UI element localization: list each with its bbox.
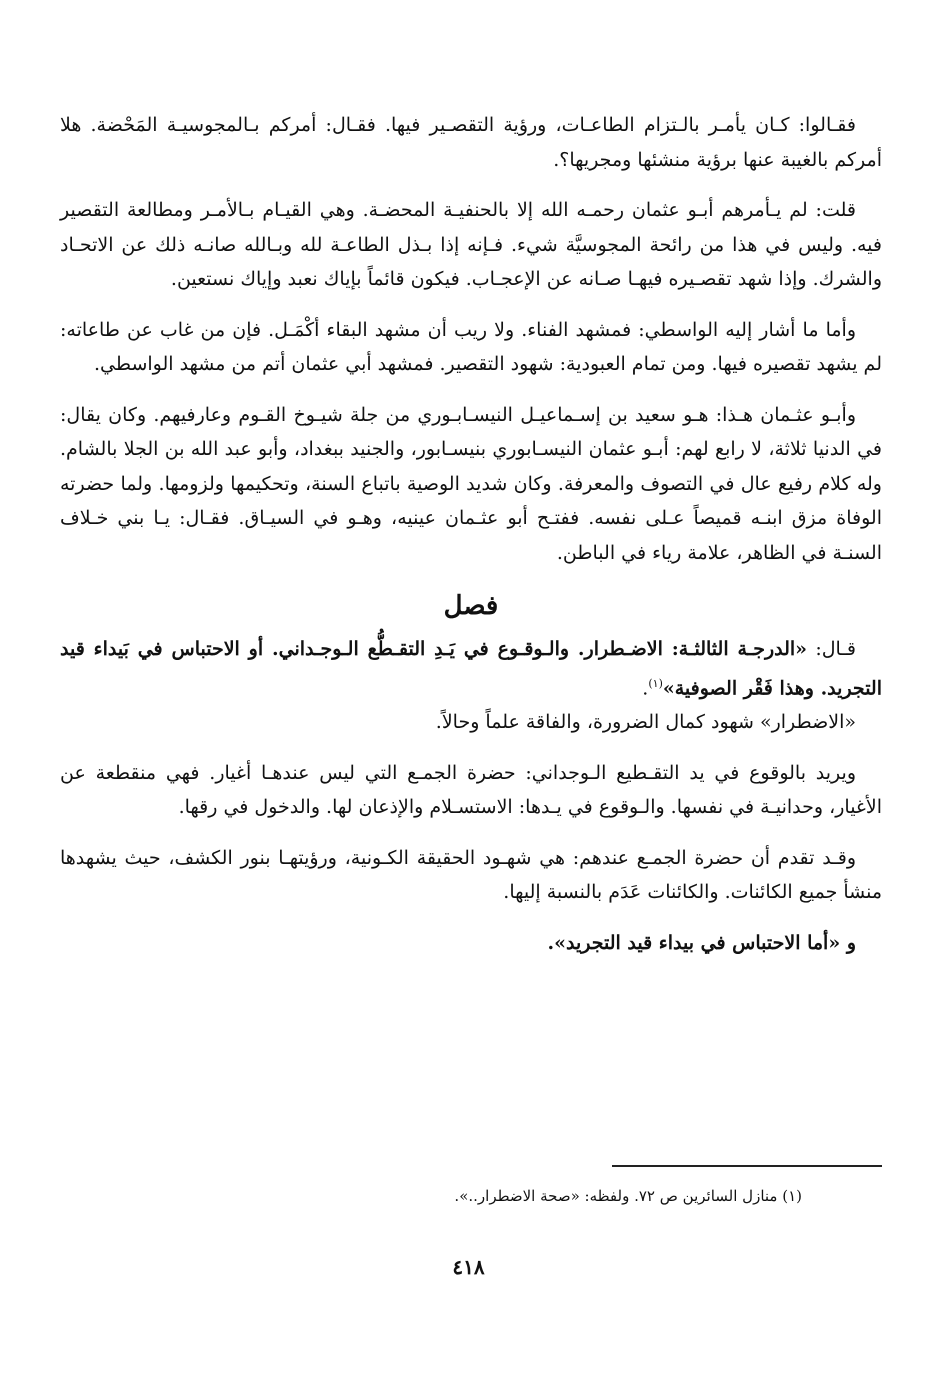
- quote-end: .: [642, 676, 649, 699]
- footnote-marker: (١): [648, 676, 663, 690]
- page-body: [60, 108, 882, 976]
- paragraph-5: ويريد بالوقوع في يد التقـطيع الـوجداني: حضرة الجمـع التي ليس عندهـا أغيار. فهي منقطعة عن الأغيار، وحدانيـة في نفسها. والـوقوع في يـدها: الاستسـلام والإذعان لها. والدخول في رقها.: [60, 761, 882, 819]
- quote-lead: قـال:: [807, 638, 856, 660]
- line-after-quote: «الاضطرار» شهود كمال الضرورة، والفاقة علماً وحالاً.: [435, 711, 856, 734]
- paragraph-2: قلت: لم يـأمرهم أبـو عثمان رحمـه الله إلا بالحنفيـة المحضـة. وهي القيـام بـالأمـر ومطالعة التقصير فيه. وليس في هذا من رائحة المجوسيَّة شيء. فـإنه إذا بـذل الطاعـة لله وبـالله صانـه ذلك عن الاتحـاد والشرك. وإذا شهد تقصـيره فيهـا صـانه عن الإعجـاب. فيكون قائماً بإياك نعبد وإياك نستعين.: [60, 199, 882, 290]
- footnote-divider: [612, 1165, 882, 1167]
- page-number: ٤١٨: [452, 1255, 485, 1279]
- footnote: (١) منازل السائرين ص ٧٢. ولفظه: «صحة الاضطرار..».: [454, 1187, 802, 1205]
- quote-paragraph: [60, 632, 882, 705]
- paragraph-4: وأبـو عثـمان هـذا: هـو سعيد بن إسـماعيـل النيسـابـوري من جلة شيـوخ القـوم وعارفيهم. وكان يقال: في الدنيا ثلاثة، لا رابع لهم: أبـو عثمان النيسـابوري بنيسـابور، والجنيد ببغداد، وأبو عبد الله بن الجلا بالشام. وله كلام رفيع عال في التصوف والمعرفة. وكان شديد الوصية باتباع السنة، وتحكيمها ولزومها. ولما حضرته الوفاة مزق ابنـه قميصاً عـلى نفسه. ففتـح أبو عثـمان عينيه، وهـو في السيـاق. فقـال: يـا بني خـلاف السنـة في الظاهر، علامة رياء في الباطن.: [60, 403, 882, 564]
- quote-bold-text: «الدرجـة الثالثـة: الاضـطرار. والـوقـوع في يَـدِ التقـطُّع الـوجـداني. أو الاحتباس في بَيداء قيد التجريد. وهذا فَقْر الصوفية»: [60, 638, 882, 699]
- paragraph-3: وأما ما أشار إليه الواسطي: فمشهد الفناء. ولا ريب أن مشهد البقاء أكْمَـل. فإن من غاب عن طاعاته: لم يشهد تقصيره فيها. ومن تمام العبودية: شهود التقصير. فمشهد أبي عثمان أتم من مشهد الواسطي.: [60, 318, 882, 375]
- paragraph-6: وقـد تقدم أن حضرة الجمـع عندهم: هي شهـود الحقيقة الكـونية، ورؤيتهـا بنور الكشف، حيث يشهدها منشأ جميع الكائنات. والكائنات عَدَم بالنسبة إليها.: [60, 846, 882, 904]
- paragraph-7: و «أما الاحتباس في بيداء قيد التجريد».: [547, 931, 856, 954]
- section-heading: فصل: [443, 591, 499, 621]
- paragraph-1: فقـالوا: كـان يأمـر بالـتزام الطاعـات، ورؤية التقصـير فيها. فقـال: أمركم بـالمجوسيـة المَحْضة. هلا أمركم بالغيبة عنها برؤية منشئها ومجريها؟.: [60, 114, 882, 171]
